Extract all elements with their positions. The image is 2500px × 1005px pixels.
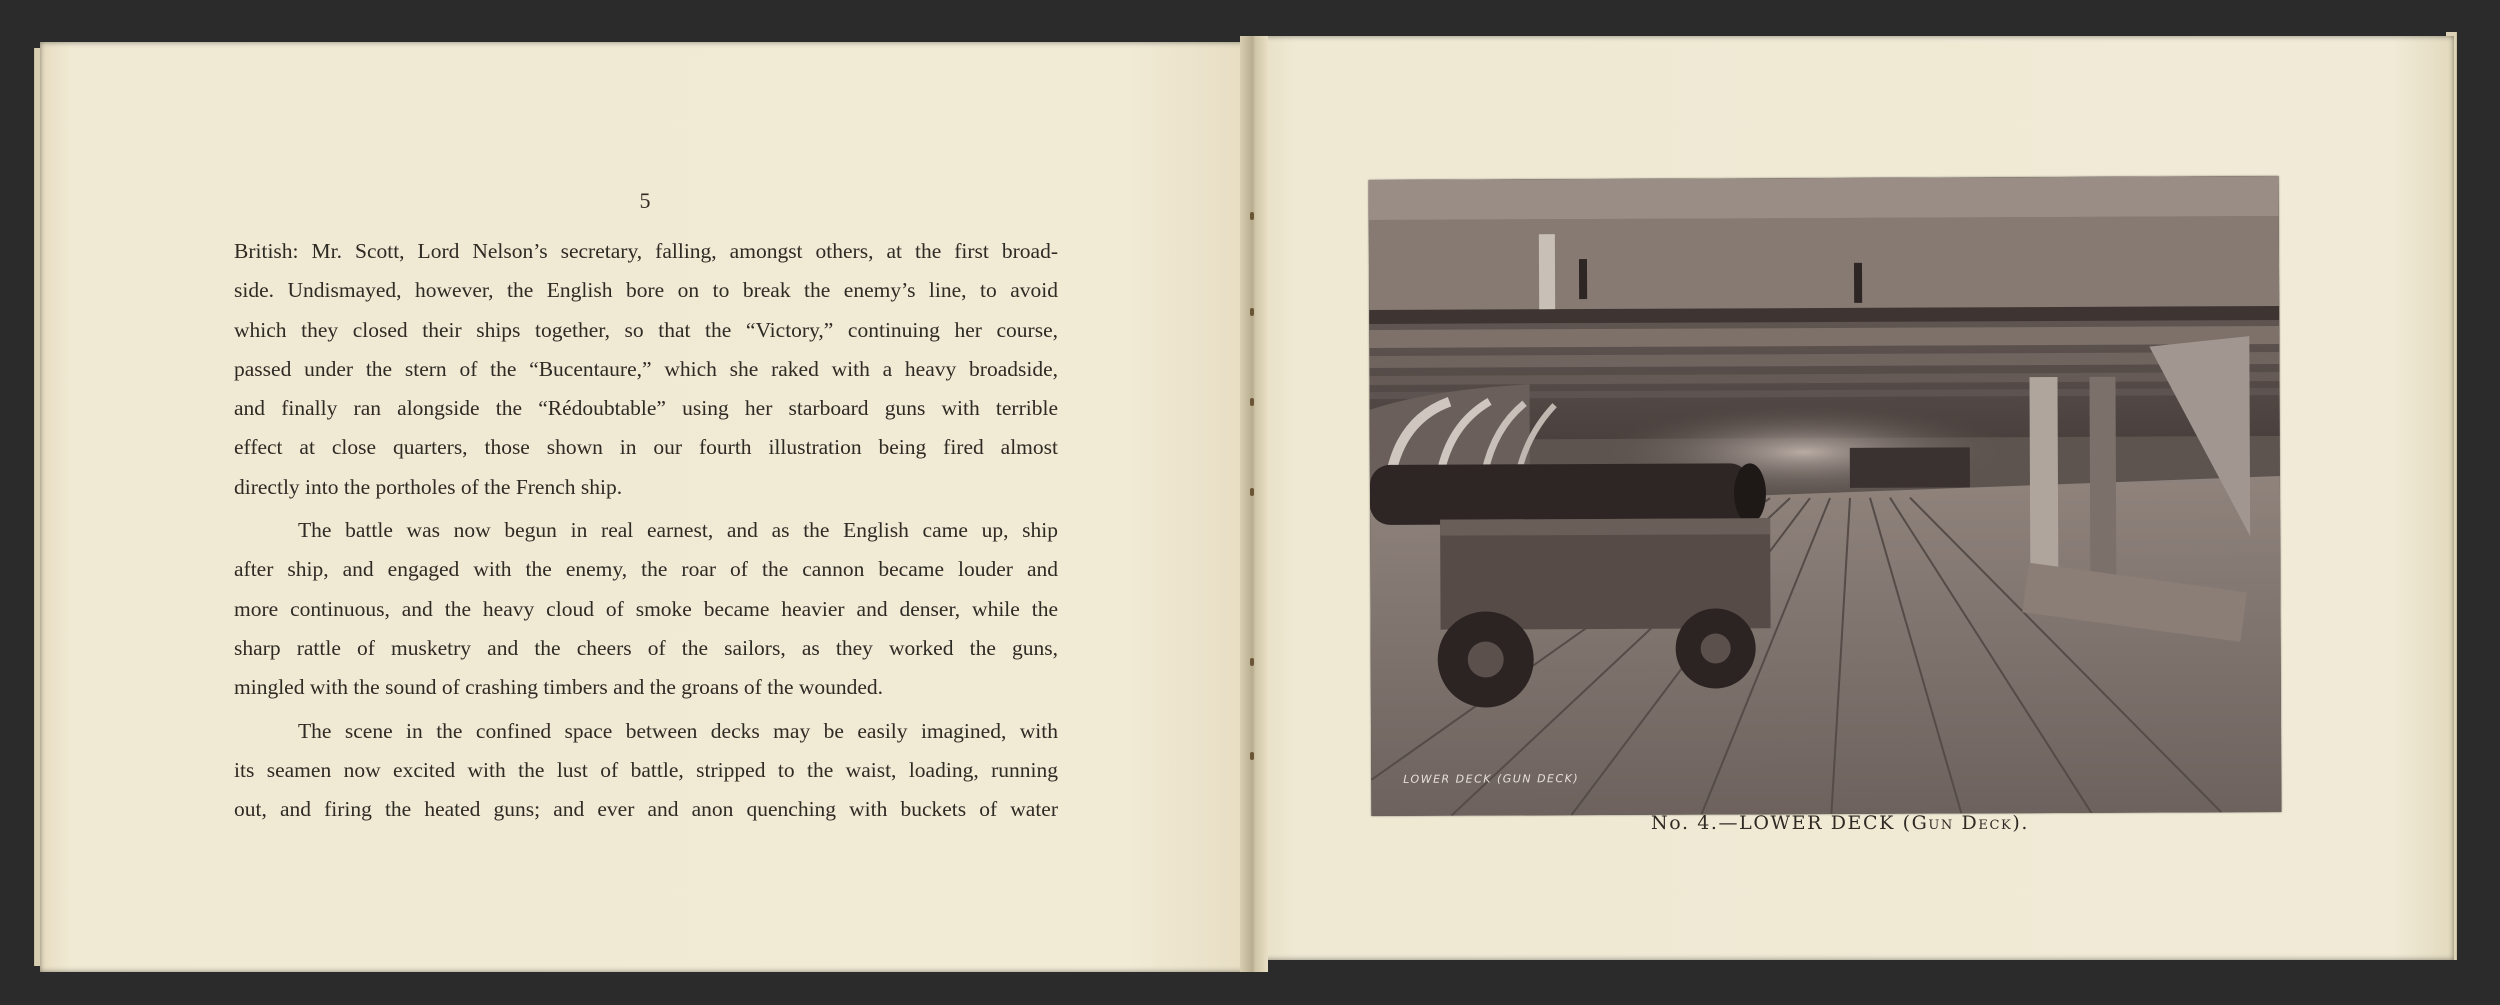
plate-caption (1620, 812, 2060, 834)
body-text (234, 232, 1058, 833)
binding-stitch (1250, 398, 1254, 406)
text-line: The battle was now begun in real earnest, and as the English came up, ship (298, 518, 1058, 543)
text-line: side. Undismayed, however, the English bore on to break the enemy’s line, to avoid (234, 278, 1058, 303)
text-line: sharp rattle of musketry and the cheers of the sailors, as they worked the guns, (234, 635, 1058, 660)
photo-inscription: LOWER DECK (GUN DECK) (1403, 772, 1580, 786)
binding-stitch (1250, 488, 1254, 496)
book-gutter (1240, 36, 1268, 972)
gun-deck-photo-drawing (1369, 176, 2282, 816)
text-line: passed under the stern of the “Bucentaure,” which she raked with a heavy broadside, (234, 356, 1058, 381)
binding-stitch (1250, 752, 1254, 760)
text-line: out, and firing the heated guns; and ever and anon quenching with buckets of water (234, 797, 1058, 822)
text-line: The scene in the confined space between decks may be easily imagined, with (298, 718, 1058, 743)
text-line: more continuous, and the heavy cloud of smoke became heavier and denser, while the (234, 596, 1058, 621)
text-line: effect at close quarters, those shown in our fourth illustration being fired almost (234, 435, 1058, 460)
text-line: mingled with the sound of crashing timbers and the groans of the wounded. (234, 675, 884, 700)
text-line: after ship, and engaged with the enemy, the roar of the cannon became louder and (234, 557, 1058, 582)
caption-title: No. 4.—LOWER DECK (1651, 812, 1895, 834)
binding-stitch (1250, 308, 1254, 316)
binding-stitch (1250, 212, 1254, 220)
text-line: which they closed their ships together, so that the “Victory,” continuing her course, (234, 317, 1058, 342)
gun-deck-photograph (1369, 176, 2282, 816)
paragraph (234, 232, 1058, 507)
binding-stitch (1250, 658, 1254, 666)
paragraph (234, 511, 1058, 707)
text-line: directly into the portholes of the French ship. (234, 474, 623, 499)
caption-subtitle: (Gun Deck). (1902, 812, 2029, 834)
paragraph (234, 712, 1058, 830)
text-line: its seamen now excited with the lust of battle, stripped to the waist, loading, running (234, 757, 1058, 782)
page-number: 5 (639, 188, 651, 213)
text-line: and finally ran alongside the “Rédoubtable” using her starboard guns with terrible (234, 396, 1058, 421)
text-line: British: Mr. Scott, Lord Nelson’s secretary, falling, amongst others, at the first broad- (234, 239, 1058, 263)
